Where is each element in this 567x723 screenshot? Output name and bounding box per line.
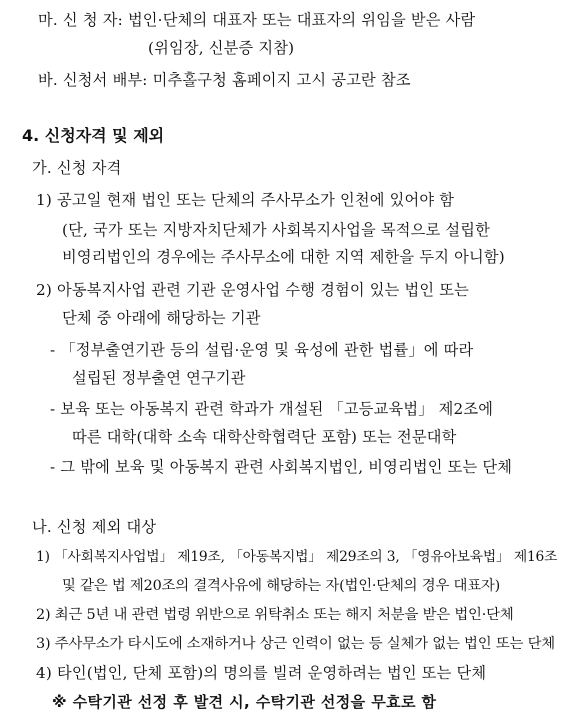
ga-item1-line3: 비영리법인의 경우에는 주사무소에 대한 지역 제한을 두지 아니함) (62, 248, 505, 266)
ga-bullet3-line1: - 그 밖에 보육 및 아동복지 관련 사회복지법인, 비영리법인 또는 단체 (50, 458, 513, 476)
na-note: ※ 수탁기관 선정 후 발견 시, 수탁기관 선정을 무효로 함 (52, 693, 437, 711)
section-heading: 4. 신청자격 및 제외 (22, 126, 165, 145)
ga-item1-line1: 1) 공고일 현재 법인 또는 단체의 주사무소가 인천에 있어야 함 (36, 191, 455, 209)
ga-bullet1-line2: 설립된 정부출연 연구기관 (72, 369, 246, 387)
na-item2-line1: 2) 최근 5년 내 관련 법령 위반으로 위탁취소 또는 해지 처분을 받은 법인·단체 (36, 607, 514, 623)
na-item1-line1: 1) 「사회복지사업법」 제19조, 「아동복지법」 제29조의 3, 「영유아보육법」 제16조 (36, 549, 558, 565)
ga-item2-line1: 2) 아동복지사업 관련 기관 운영사업 수행 경험이 있는 법인 또는 (36, 281, 470, 299)
ga-bullet2-line2: 따른 대학(대학 소속 대학산학협력단 포함) 또는 전문대학 (72, 428, 457, 446)
na-item3-line1: 3) 주사무소가 타시도에 소재하거나 상근 인력이 없는 등 실체가 없는 법인 또는 단체 (36, 636, 556, 652)
ga-bullet1-line1: - 「정부출연기관 등의 설립·운영 및 육성에 관한 법률」에 따라 (50, 341, 474, 359)
subsection-na-title: 나. 신청 제외 대상 (32, 518, 157, 536)
na-item4-line1: 4) 타인(법인, 단체 포함)의 명의를 빌려 운영하려는 법인 또는 단체 (36, 664, 487, 682)
ma-line-2: (위임장, 신분증 지참) (148, 39, 295, 57)
ga-bullet2-line1: - 보육 또는 아동복지 관련 학과가 개설된 「고등교육법」 제2조에 (50, 400, 494, 418)
ma-line-1: 마. 신 청 자: 법인·단체의 대표자 또는 대표자의 위임을 받은 사람 (38, 11, 476, 29)
ga-item1-line2: (단, 국가 또는 지방자치단체가 사회복지사업을 목적으로 설립한 (62, 221, 490, 239)
ga-item2-line2: 단체 중 아래에 해당하는 기관 (62, 309, 261, 327)
na-item1-line2: 및 같은 법 제20조의 결격사유에 해당하는 자(법인·단체의 경우 대표자) (62, 578, 501, 594)
subsection-ga-title: 가. 신청 자격 (32, 159, 122, 177)
ba-line: 바. 신청서 배부: 미추홀구청 홈페이지 고시 공고란 참조 (38, 71, 411, 89)
